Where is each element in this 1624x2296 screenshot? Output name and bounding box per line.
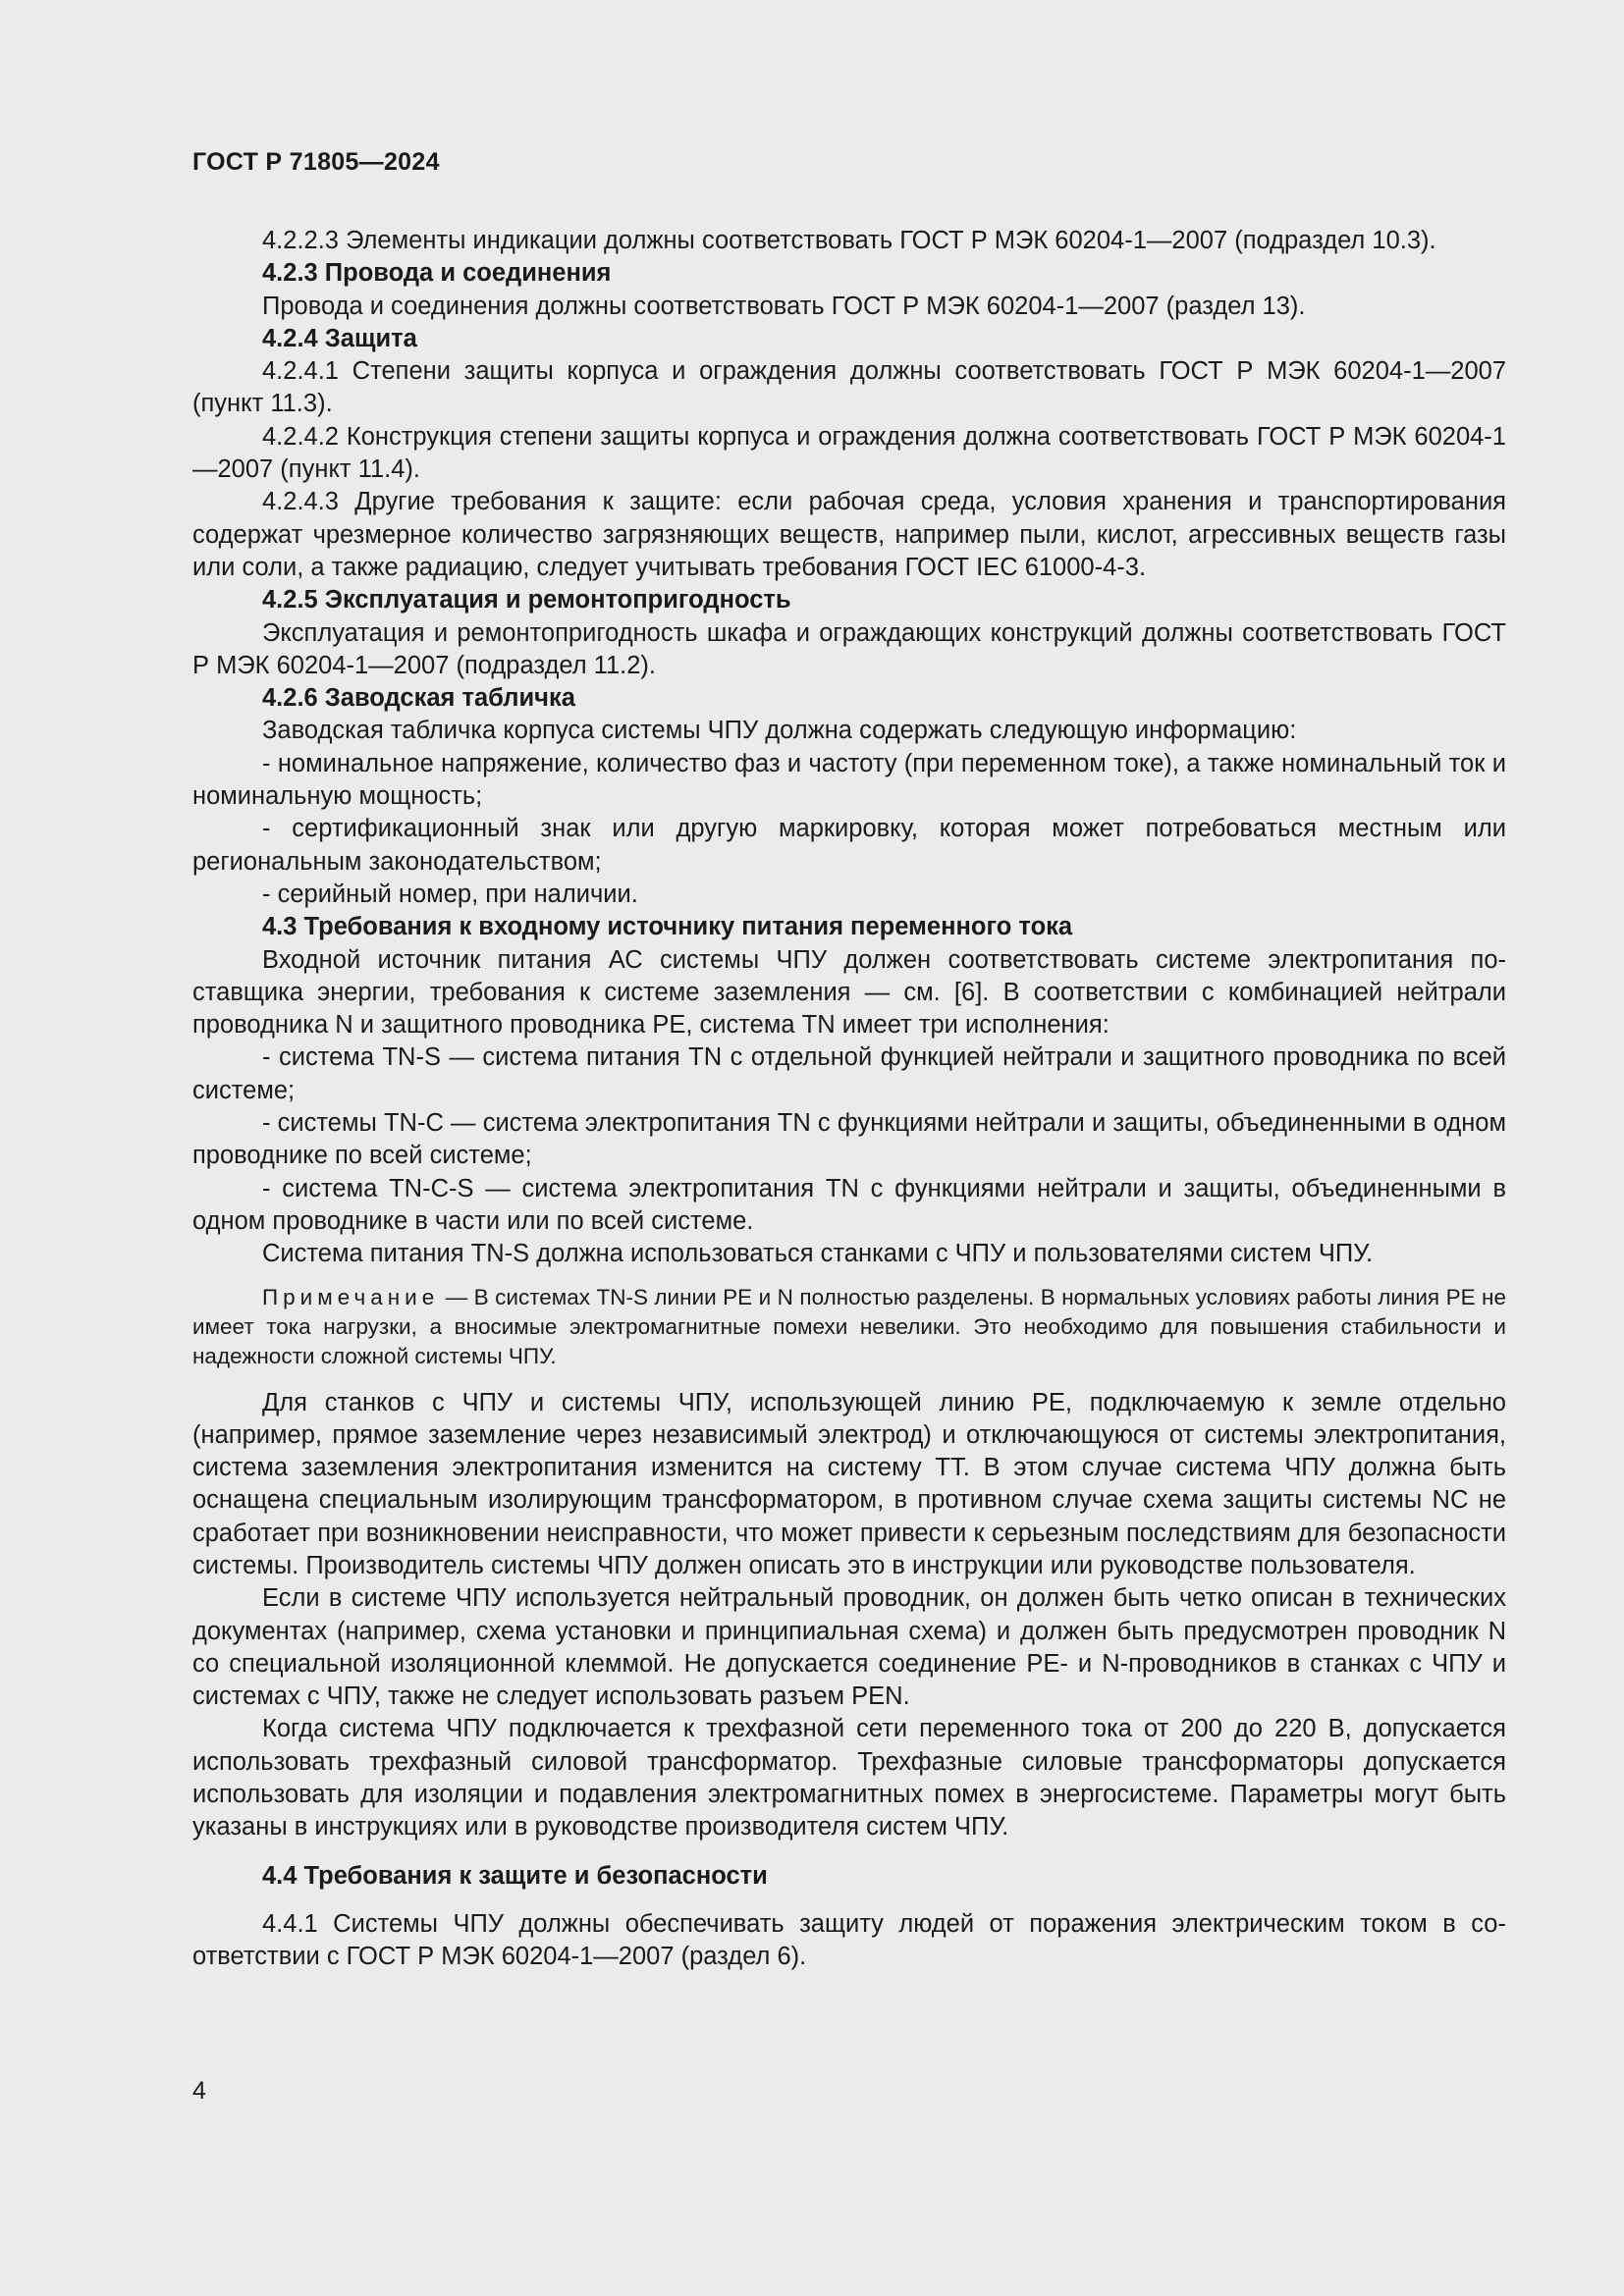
list-item-tn-c: - системы TN-C — система электропитания TN с функциями нейтрали и защиты, объединенными в одном проводнике по всей системе; <box>192 1109 1506 1170</box>
heading-4-4: 4.4 Требования к защите и безопасности <box>262 1861 768 1890</box>
paragraph-pe-line: Для станков с ЧПУ и системы ЧПУ, использующей линию РЕ, подключаемую к земле отдельно (например, прямое заземление через независимый электрод) и отключающуюся от системы электропитания, система заземления электропитания изменится на систему ТТ. В этом случае система ЧПУ должна быть оснащена специальным изолирующим трансформатором, в противном случае схема защиты системы NC не сработает при возникновении неисправности, что может привести к серьезным последствиям для безопасности системы. Производитель системы ЧПУ должен описать это в инструкции или руководстве пользователя. <box>192 1388 1506 1579</box>
document-body <box>192 225 1506 1974</box>
document-header: ГОСТ Р 71805—2024 <box>192 148 440 176</box>
paragraph-nameplate: Заводская табличка корпуса системы ЧПУ должна содержать следующую информацию: <box>262 717 1297 745</box>
heading-4-2-4: 4.2.4 Защита <box>262 324 417 352</box>
paragraph-neutral: Если в системе ЧПУ используется нейтральный проводник, он должен быть четко описан в технических документах (например, схема установки и принципиальная схема) и должен быть предусмотрен проводник N со специальной изоляционной клеммой. Не допускается соединение РЕ- и N-проводников в станках с ЧПУ и системах с ЧПУ, также не следует использовать разъем PEN. <box>192 1584 1506 1711</box>
paragraph-maintenance: Эксплуатация и ремонтопригодность шкафа и ограждающих конструкций должны соответствовать ГОСТ Р МЭК 60204-1—2007 (подраздел 11.2). <box>192 618 1506 679</box>
heading-4-3: 4.3 Требования к входному источнику питания переменного тока <box>262 913 1073 941</box>
note-text: — В системах TN-S линии РЕ и N полностью разделены. В нормальных условиях работы линия РЕ не имеет тока нагрузки, а вносимые электромагнитные помехи невелики. Это необходимо для повышения стабильности и надежности сложной системы ЧПУ. <box>192 1284 1506 1368</box>
page-number: 4 <box>192 2077 206 2105</box>
note <box>192 1283 1506 1371</box>
list-item-voltage: - номинальное напряжение, количество фаз и частоту (при переменном токе), а также номинальный ток и номинальную мощность; <box>192 749 1506 811</box>
heading-4-2-5: 4.2.5 Эксплуатация и ремонтопригодность <box>262 586 791 614</box>
paragraph-4-2-4-2: 4.2.4.2 Конструкция степени защиты корпуса и ограждения должна соответствовать ГОСТ Р МЭК 60204-1—2007 (пункт 11.4). <box>192 422 1506 484</box>
note-label: Примечание <box>262 1284 440 1309</box>
list-item-tn-s: - система TN-S — система питания TN с отдельной функцией нейтрали и защитного проводника по всей системе; <box>192 1043 1506 1104</box>
heading-4-2-6: 4.2.6 Заводская табличка <box>262 684 575 713</box>
paragraph-4-2-4-3: 4.2.4.3 Другие требования к защите: если рабочая среда, условия хранения и транспортирования содержат чрезмерное количество загрязняющих веществ, например пыли, кислот, агрессивных веществ газы или соли, а также радиацию, следует учитывать требования ГОСТ IEC 61000-4-3. <box>192 488 1506 581</box>
heading-4-2-3: 4.2.3 Провода и соединения <box>262 259 612 288</box>
paragraph-4-4-1: 4.4.1 Системы ЧПУ должны обеспечивать защиту людей от поражения электрическим током в соответствии с ГОСТ Р МЭК 60204-1—2007 (раздел 6). <box>192 1909 1506 1971</box>
list-item-tn-c-s: - система TN-C-S — система электропитания TN с функциями нейтрали и защиты, объединенными в одном проводнике в части или по всей системе. <box>192 1174 1506 1235</box>
list-item-serial: - серийный номер, при наличии. <box>262 880 638 908</box>
list-item-certification: - сертификационный знак или другую маркировку, которая может потребоваться местным или региональным законодательством; <box>192 815 1506 876</box>
paragraph-three-phase: Когда система ЧПУ подключается к трехфазной сети переменного тока от 200 до 220 В, допускается использовать трехфазный силовой трансформатор. Трехфазные силовые трансформаторы допускается использовать для изоляции и подавления электромагнитных помех в энергосистеме. Параметры могут быть указаны в инструкциях или в руководстве производителя систем ЧПУ. <box>192 1715 1506 1842</box>
paragraph-4-2-4-1: 4.2.4.1 Степени защиты корпуса и ограждения должны соответствовать ГОСТ Р МЭК 60204-1—2007 (пункт 11.3). <box>192 357 1506 418</box>
paragraph-4-2-2-3: 4.2.2.3 Элементы индикации должны соответствовать ГОСТ Р МЭК 60204-1—2007 (подраздел 10.3). <box>262 227 1436 254</box>
paragraph-tn-s-required: Система питания TN-S должна использоваться станками с ЧПУ и пользователями систем ЧПУ. <box>262 1240 1374 1268</box>
paragraph-ac-input: Входной источник питания АС системы ЧПУ должен соответствовать системе электропитания поставщика энергии, требования к системе заземления — см. [6]. В соответствии с комбинацией нейтрали проводника N и защитного проводника РЕ, система TN имеет три исполнения: <box>192 945 1506 1040</box>
paragraph-wires: Провода и соединения должны соответствовать ГОСТ Р МЭК 60204-1—2007 (раздел 13). <box>262 292 1306 320</box>
